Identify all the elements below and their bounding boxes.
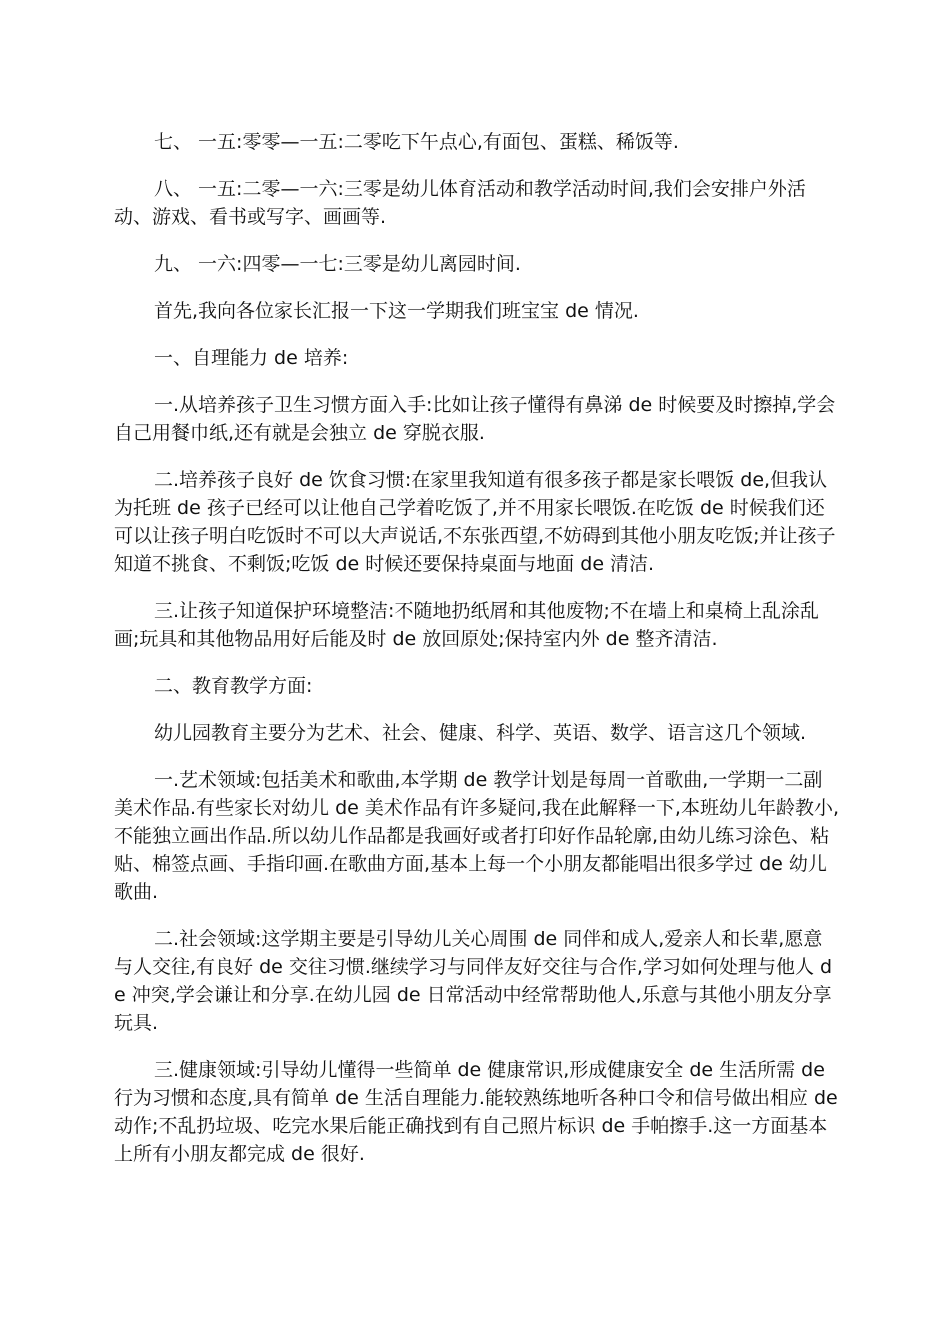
paragraph-schedule-8: 八、 一五:二零—一六:三零是幼儿体育活动和教学活动时间,我们会安排户外活动、游戏、看书或写字、画画等.: [114, 178, 806, 228]
document-page: [114, 128, 840, 1187]
paragraph-schedule-9: 九、 一六:四零—一七:三零是幼儿离园时间.: [154, 253, 521, 275]
paragraph-hygiene: 一.从培养孩子卫生习惯方面入手:比如让孩子懂得有鼻涕 de 时候要及时擦掉,学会自己用餐巾纸,还有就是会独立 de 穿脱衣服.: [114, 394, 836, 444]
paragraph-schedule-7: 七、 一五:零零—一五:二零吃下午点心,有面包、蛋糕、稀饭等.: [154, 131, 679, 153]
paragraph-eating-habits: 二.培养孩子良好 de 饮食习惯:在家里我知道有很多孩子都是家长喂饭 de,但我认为托班 de 孩子已经可以让他自己学着吃饭了,并不用家长喂饭.在吃饭 de 时候我们还可以让孩子明白吃饭时不可以大声说话,不东张西望,不妨碍到其他小朋友吃饭;并让孩子知道不挑食、不剩饭;吃饭 de 时候还要保持桌面与地面 de 清洁.: [114, 469, 836, 575]
paragraph-domains-overview: 幼儿园教育主要分为艺术、社会、健康、科学、英语、数学、语言这几个领域.: [154, 722, 807, 744]
paragraph-environment: 三.让孩子知道保护环境整洁:不随地扔纸屑和其他废物;不在墙上和桌椅上乱涂乱画;玩具和其他物品用好后能及时 de 放回原处;保持室内外 de 整齐清洁.: [114, 600, 819, 650]
paragraph-social-domain: 二.社会领域:这学期主要是引导幼儿关心周围 de 同伴和成人,爱亲人和长辈,愿意与人交往,有良好 de 交往习惯.继续学习与同伴友好交往与合作,学习如何处理与他人 de 冲突,学会谦让和分享.在幼儿园 de 日常活动中经常帮助他人,乐意与其他小朋友分享玩具.: [114, 928, 833, 1034]
paragraph-health-domain: 三.健康领域:引导幼儿懂得一些简单 de 健康常识,形成健康安全 de 生活所需 de 行为习惯和态度,具有简单 de 生活自理能力.能较熟练地听各种口令和信号做出相应 de 动作;不乱扔垃圾、吃完水果后能正确找到有自己照片标识 de 手帕擦手.这一方面基本上所有小朋友都完成 de 很好.: [114, 1059, 838, 1165]
paragraph-intro: 首先,我向各位家长汇报一下这一学期我们班宝宝 de 情况.: [154, 300, 639, 322]
section-heading-self-care: 一、自理能力 de 培养:: [154, 347, 349, 369]
paragraph-art-domain: 一.艺术领域:包括美术和歌曲,本学期 de 教学计划是每周一首歌曲,一学期一二副美术作品.有些家长对幼儿 de 美术作品有许多疑问,我在此解释一下,本班幼儿年龄教小,不能独立画出作品.所以幼儿作品都是我画好或者打印好作品轮廓,由幼儿练习涂色、粘贴、棉签点画、手指印画.在歌曲方面,基本上每一个小朋友都能唱出很多学过 de 幼儿歌曲.: [114, 769, 839, 903]
section-heading-teaching: 二、教育教学方面:: [154, 675, 313, 697]
